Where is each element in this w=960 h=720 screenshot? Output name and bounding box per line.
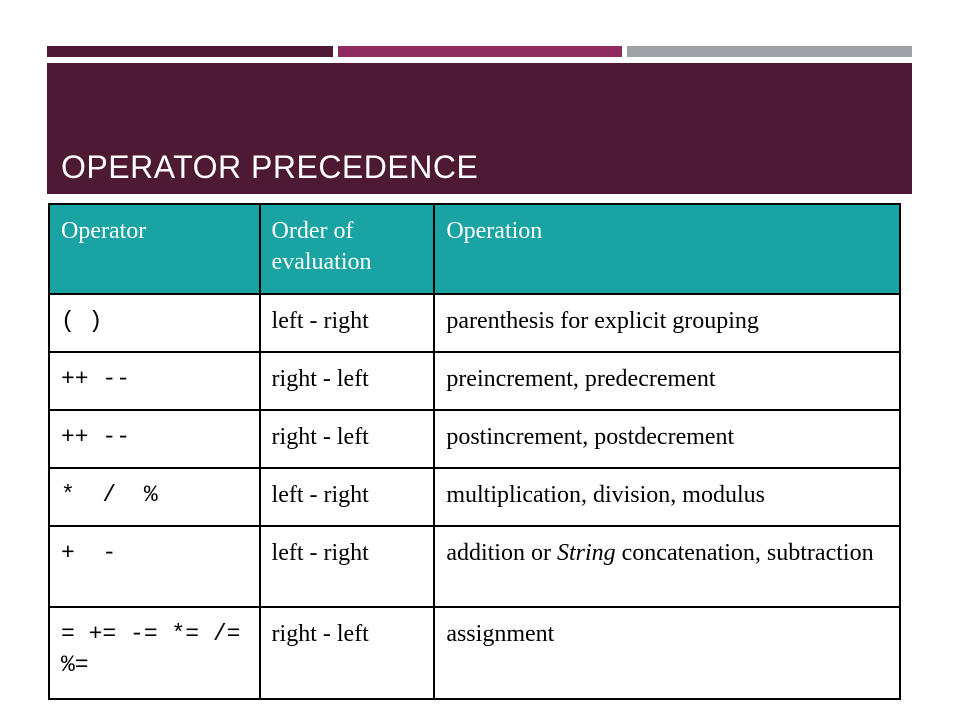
accent-bar-dark [47, 46, 333, 57]
operation-cell: parenthesis for explicit grouping [434, 294, 900, 352]
operation-cell: assignment [434, 607, 900, 699]
operation-cell: postincrement, postdecrement [434, 410, 900, 468]
table-row [49, 526, 900, 607]
precedence-table [48, 203, 901, 700]
order-cell: left - right [260, 294, 435, 352]
accent-bar-gray [627, 46, 912, 57]
operator-cell: ++ -- [49, 410, 260, 468]
operation-cell: multiplication, division, modulus [434, 468, 900, 526]
operator-cell: = += -= *= /= %= [49, 607, 260, 699]
operator-cell: ( ) [49, 294, 260, 352]
table-row [49, 294, 900, 352]
header-order: Order of evaluation [260, 204, 435, 294]
operation-cell [434, 526, 900, 607]
header-operation: Operation [434, 204, 900, 294]
order-cell: left - right [260, 468, 435, 526]
table-row [49, 410, 900, 468]
table-row [49, 352, 900, 410]
operation-text-suffix: concatenation, subtraction [615, 540, 874, 566]
operator-cell: ++ -- [49, 352, 260, 410]
order-cell: right - left [260, 410, 435, 468]
order-cell: right - left [260, 607, 435, 699]
table-row [49, 607, 900, 699]
table-header-row [49, 204, 900, 294]
operator-cell: * / % [49, 468, 260, 526]
operation-text-italic: String [556, 540, 616, 566]
accent-bar-magenta [338, 46, 622, 57]
slide-title: OPERATOR PRECEDENCE [61, 149, 479, 185]
header-operator: Operator [49, 204, 260, 294]
operation-text-prefix: addition or [446, 540, 557, 566]
title-band [47, 63, 912, 194]
operator-cell: + - [49, 526, 260, 607]
table-row [49, 468, 900, 526]
operation-cell: preincrement, predecrement [434, 352, 900, 410]
order-cell: right - left [260, 352, 435, 410]
order-cell: left - right [260, 526, 435, 607]
